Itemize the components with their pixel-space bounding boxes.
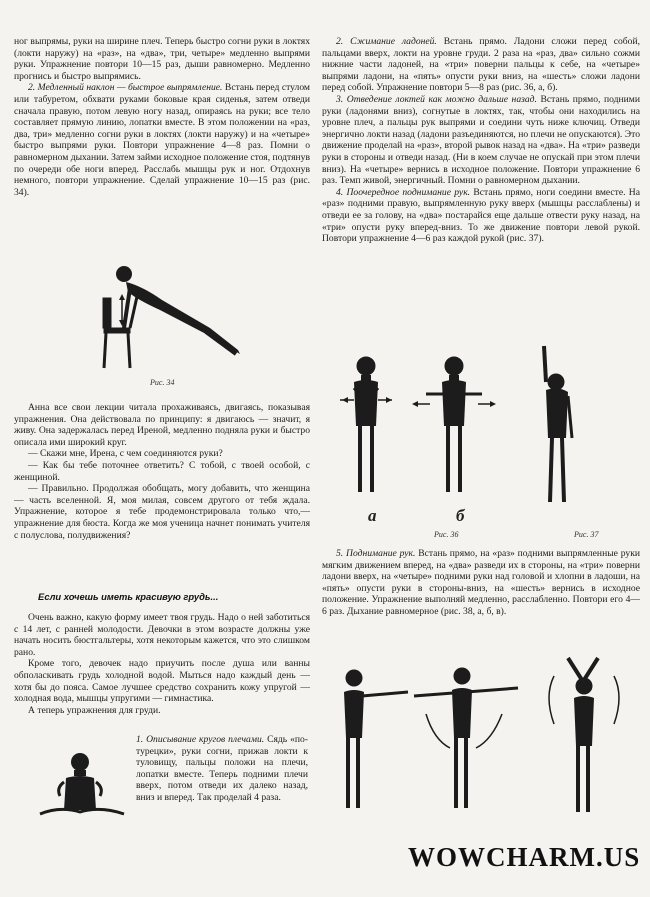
- seated-woman-illustration: [20, 748, 140, 818]
- arm-raise-illustrations: [322, 652, 642, 820]
- paragraph-continued: ног выпрямы, руки на ширине плеч. Теперь быстро согни руки в локтях (локти наружу) на «раз», на «два», три, четыре» медленно выпрями руки. Упражнение повтори 10—15 раз, дыши равномерно. Медленно прогнись и быстро выпрямись.: [14, 36, 310, 82]
- figure-36b-woman: [412, 357, 496, 492]
- figure-38c-woman: [549, 658, 619, 812]
- chest-exercises-intro: А теперь упражнения для груди.: [28, 704, 161, 716]
- exercise-raise-arms-title: 5. Поднимание рук.: [336, 548, 416, 559]
- exercise-1-title: 1. Описывание кругов плечами.: [136, 734, 265, 745]
- figure-38a-woman: [344, 670, 408, 808]
- figure-35-partial: [20, 748, 140, 818]
- figure-38b-woman: [414, 668, 518, 808]
- dialogue-line-1: — Скажи мне, Ирена, с чем соединяются руки?: [28, 448, 223, 460]
- exercise-palms-text: Встань прямо. Ладони сложи перед собой, пальцами вверх, локти на уровне груди. 2 раза на «раз, два» сильно сожми нижние части ладоней, на «три» поверни пальцы к себе, на «четыре» выпрями ладони, на «пять» опусти руки вниз, на «шесть» сложи ладони перед собой. Упражнение повтори 5—8 раз (рис. 36, а, б).: [322, 36, 641, 94]
- figure-38: [322, 652, 642, 820]
- figure-37-woman: [544, 346, 572, 502]
- exercise-raise-arms-text: Встань прямо, на «раз» подними выпрямленные руки мягким движением вперед, на «два» разведи их в стороны, на «три» поверни ладони вверх, на «четыре» подними руки над головой и хлопни в ладоши, на «пять» опусти руки в стороны-вниз, на «шесть» вернись в исходное положение. Упражнение выполняй медленно, расслабленно. Повтори его 4—6 раз. Дыхание равномерное (рис. 38, а, б, в).: [322, 548, 640, 617]
- left-column: [14, 36, 310, 198]
- figure-37-caption: Рис. 37: [574, 530, 599, 539]
- exercise-palms-title: 2. Сжимание ладоней.: [336, 36, 437, 47]
- exercise-1-paragraph: [136, 734, 308, 804]
- exercise-elbows-title: 3. Отведение локтей как можно дальше назад.: [336, 93, 537, 105]
- chest-care-paragraph: Кроме того, девочек надо приучить после душа или ванны обполаскивать грудь холодной водой. Мыться надо каждый день — хотя бы до пояса. Самое лучшее средство сохранить кожу упругой — холодная вода, мышцы упругими — гимнастика.: [14, 658, 310, 705]
- exercise-arms-alternate-paragraph: [322, 187, 640, 245]
- exercise-palms-paragraph: [322, 36, 640, 94]
- right-column-lower: [322, 548, 640, 618]
- exercise-2-text: Встань перед стулом или табуретом, обхвати руками боковые края сиденья, затем отведи сначала правую, потом левую ногу назад, опираясь на руки; все тело составляет прямую линию, лопатки вместе. В этом положении на «раз, два, три» медленно согни руки в локтях (локти наружу) и на «четыре» быстро выпрями руки. Повтори упражнение 4—8 раз. Помни о равномерном дыхании. Затем займи исходное положение стоя, подтянув по очереди обе ноги вперед. Расслабь мышцы рук и ног. Отдохнув немного, повтори упражнение. Сделай упражнение 10—15 раз (рис. 34).: [14, 82, 310, 198]
- narrative-paragraph: Анна все свои лекции читала прохаживаясь, двигаясь, показывая упражнения. Она действовала по принципу: я двигаюсь — значит, я живу. Она задержалась перед Иреной, медленно подняла руки и быстро описала ими широкий круг.: [14, 402, 310, 448]
- exercise-raise-arms-paragraph: [322, 548, 640, 618]
- figure-36a-label: а: [368, 506, 377, 525]
- chest-intro-paragraph: Очень важно, какую форму имеет твоя грудь. Надо о ней заботиться с 14 лет, с ранней молодости. Девочки в этом возрасте должны уже начать носить бюстгальтеры, хотя некоторым кажется, что это слишком рано.: [14, 612, 310, 658]
- push-up-on-chair-illustration: [90, 258, 250, 370]
- standing-women-illustrations: [330, 342, 630, 512]
- exercise-1-text: Сядь «по-турецки», руки согни, прижав локти к туловищу, пальцы положи на плечи, лопатки вместе. Теперь подними плечи вверх, потом отведи их далеко назад, вниз и вперед. Так проделай 4 раза.: [136, 734, 308, 803]
- exercise-elbows-paragraph: [322, 94, 640, 187]
- dialogue-line-2: — Как бы тебе поточнее ответить? С тобой, с твоей особой, с женщиной.: [14, 459, 310, 483]
- left-column-chest-section: [14, 612, 310, 716]
- left-column-dialogue: [14, 402, 310, 541]
- dialogue-line-3: — Правильно. Продолжая обобщать, могу добавить, что женщина — часть вселенной. Я, моя милая, совсем другого от тебя ждала. Упражнение, которое я тебе продемонстрировала только что,— упражнение для бюста. Когда же моя ученица начнет понимать учителя с полуслова, полудвижения?: [14, 483, 310, 541]
- figure-36-caption: Рис. 36: [434, 530, 459, 539]
- figure-36a-woman: [340, 357, 392, 492]
- right-column: [322, 36, 640, 245]
- exercise-arms-alternate-title: 4. Поочередное поднимание рук.: [336, 186, 471, 198]
- figure-36b-label: б: [456, 506, 465, 525]
- exercise-2-paragraph: [14, 82, 310, 198]
- exercise-elbows-text: Встань прямо, подними руки (ладонями вниз), согнутые в локтях, так, чтобы они находились на уровне плеч, а пальцы рук выпрями и соедини чуть ниже ключиц. Отведи энергично локти назад (ладони разъединяются, но плечи не опускаются). Это движение проделай на «раз», второй рывок назад на «два». На «три» разведи руки в стороны и отведи назад. (Ни в коем случае не опускай при этом плечи вниз). На «четыре» вернись в исходное положение. Повтори упражнение 6 раз. Темп живой, энергичный. Помни о равномерном дыхании.: [322, 93, 640, 187]
- section-heading: Если хочешь иметь красивую грудь...: [38, 591, 219, 602]
- figure-34: [90, 258, 250, 370]
- figure-36-37: [330, 342, 630, 512]
- exercise-2-title: 2. Медленный наклон — быстрое выпрямление.: [28, 82, 223, 94]
- exercise-arms-alternate-text: Встань прямо, ноги соедини вместе. На «раз» подними правую, выпрямленную руку вверх (мышцы расслаблены) и отведи ее за голову, на «два» постарайся еще дальше отвести руку назад, на «три» опусти руку вперед-вниз. То же движение повтори левой рукой. Повтори упражнение 4—6 раз каждой рукой (рис. 37).: [322, 186, 640, 245]
- watermark-text: WOWCHARM.US: [408, 842, 641, 872]
- exercise-1-text-block: [136, 734, 308, 804]
- figure-34-caption: Рис. 34: [150, 378, 175, 387]
